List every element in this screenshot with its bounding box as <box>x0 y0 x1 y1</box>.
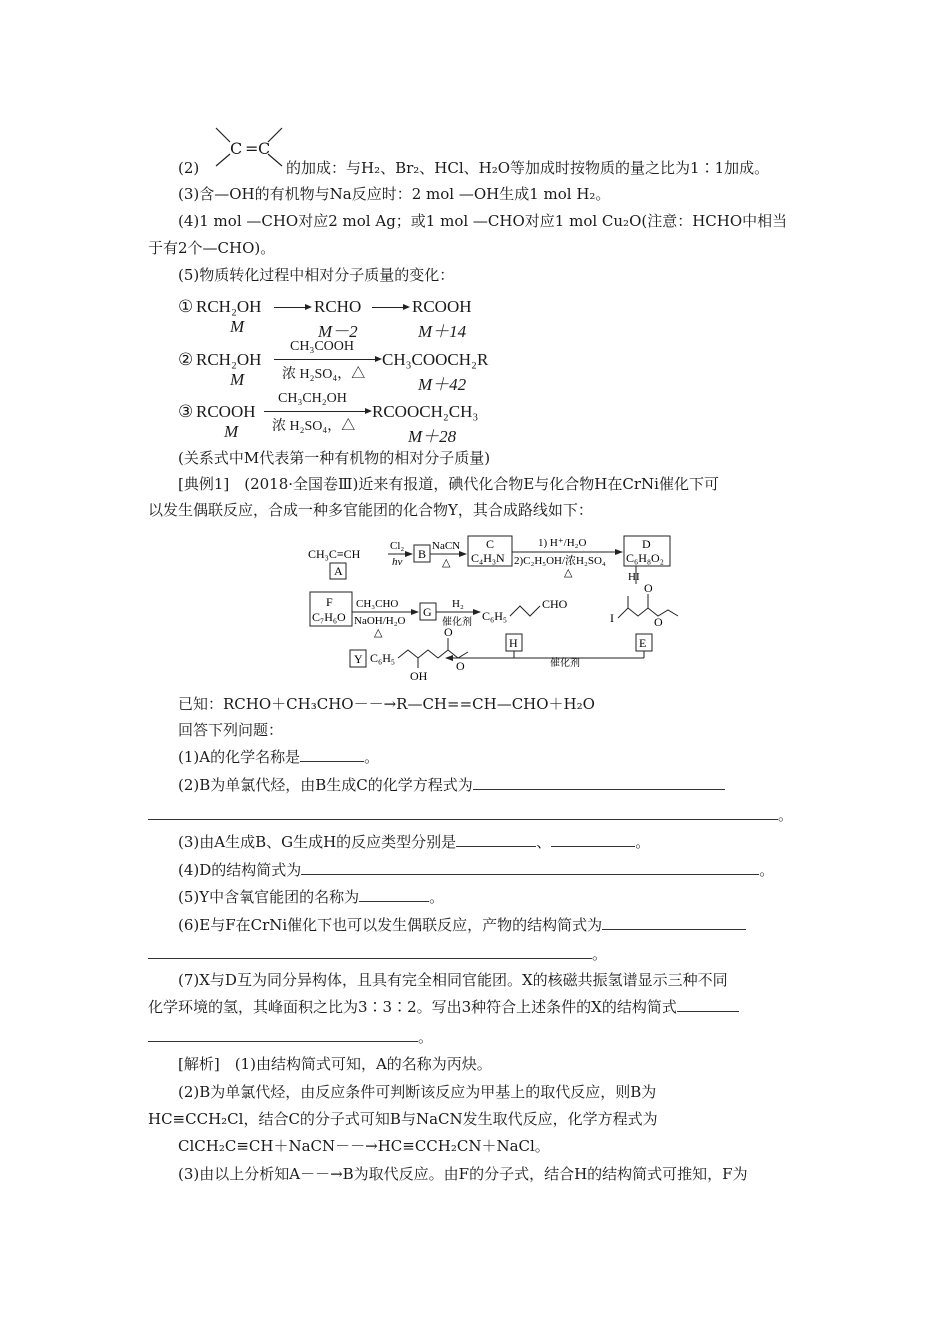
reagent-hv: hν <box>392 556 403 568</box>
reaction-1-reactant: RCH₂OH <box>196 297 262 316</box>
question-5-text: (5)Y中含氧官能团的名称为 <box>178 888 360 906</box>
compound-c-label: C <box>486 537 495 551</box>
alkene-bond-upper-left <box>216 128 230 142</box>
reaction-1-mass-a: M <box>230 317 245 336</box>
compound-e-label: E <box>639 636 647 650</box>
compound-c-formula: C₄H₃N <box>471 551 505 565</box>
item-2-text: 的加成：与H₂、Br₂、HCl、H₂O等加成时按物质的量之比为1∶1加成。 <box>286 159 770 177</box>
question-2 <box>178 775 725 795</box>
reaction-1-product: RCOOH <box>412 297 472 316</box>
answer-blank-3b[interactable] <box>551 832 635 847</box>
compound-e-carbonyl-o: O <box>644 581 653 595</box>
reaction-3-reactant: RCOOH <box>196 402 256 421</box>
item-4-line-2: 于有2个—CHO)。 <box>148 239 276 257</box>
answer-blank-5[interactable] <box>359 887 429 902</box>
reagent-cl2: Cl₂ <box>390 540 405 552</box>
reaction-3-condition: 浓 H₂SO₄，△ <box>272 419 356 434</box>
catalyst-1: 催化剂 <box>442 617 472 628</box>
reaction-2-product: CH₃COOCH₂R <box>382 350 489 369</box>
compound-h-label: H <box>509 636 518 650</box>
reaction-1-number: ① <box>178 297 194 316</box>
reagent-ch3cho: CH₃CHO <box>356 598 399 610</box>
question-7-continued <box>148 1027 433 1047</box>
reaction-2-reagent: CH₃COOH <box>290 339 354 354</box>
question-7-line-1: (7)X与D互为同分异构体，且具有完全相同官能团。X的核磁共振氢谱显示三种不同 <box>178 971 728 989</box>
question-4 <box>178 860 774 880</box>
question-3-text: (3)由A生成B、G生成H的反应类型分别是 <box>178 833 457 851</box>
question-2-end: 。 <box>778 806 794 824</box>
reaction-2-reactant: RCH₂OH <box>196 350 262 369</box>
compound-h-c6h5: C₆H₅ <box>482 609 508 623</box>
reaction-1-intermediate: RCHO <box>314 297 362 316</box>
compound-y-skeleton <box>398 650 468 658</box>
reaction-1-arrow-1 <box>274 307 310 308</box>
reaction-2-mass-b: M＋42 <box>418 375 467 394</box>
item-4-line-1: (4)1 mol —CHO对应2 mol Ag；或1 mol —CHO对应1 mol Cu₂O(注意：HCHO中相当 <box>178 212 788 230</box>
answer-blank-2a[interactable] <box>473 775 725 790</box>
item-5: (5)物质转化过程中相对分子质量的变化： <box>178 266 455 284</box>
compound-e-iodine: I <box>610 611 614 625</box>
answer-blank-2b[interactable] <box>148 805 778 820</box>
catalyst-2: 催化剂 <box>550 658 580 669</box>
analysis-2-equation: ClCH₂C≡CH＋NaCN－－→HC≡CCH₂CN＋NaCl。 <box>178 1137 550 1155</box>
compound-e-skeleton <box>618 608 678 618</box>
answer-blank-7a[interactable] <box>677 997 739 1012</box>
question-6-continued <box>148 944 607 964</box>
answer-blank-7b[interactable] <box>148 1027 418 1042</box>
compound-f-formula: C₇H₆O <box>312 610 346 624</box>
example-line-2: 以发生偶联反应，合成一种多官能团的化合物Y，其合成路线如下： <box>148 501 593 519</box>
item-2-number: (2) <box>178 159 200 177</box>
question-7-line-2 <box>148 997 739 1017</box>
compound-d-label: D <box>642 537 651 551</box>
reaction-3 <box>178 391 508 446</box>
compound-y-carbonyl-o: O <box>444 625 453 639</box>
reaction-1 <box>178 293 498 341</box>
reaction-3-mass-a: M <box>224 422 239 441</box>
condition-heat-3: △ <box>374 627 383 639</box>
question-3-separator: 、 <box>536 833 552 851</box>
compound-y-ester-o: O <box>456 659 465 673</box>
question-6-end: 。 <box>592 945 608 963</box>
compound-d-formula: C₆H₈O₂ <box>626 551 664 565</box>
known-reaction: 已知：RCHO＋CH₃CHO－－→R—CH==CH—CHO＋H₂O <box>178 695 595 713</box>
compound-y-c6h5: C₆H₅ <box>370 651 396 665</box>
question-2-continued <box>148 805 793 825</box>
answer-blank-6a[interactable] <box>602 915 746 930</box>
synthesis-scheme <box>306 530 706 690</box>
analysis-3: (3)由以上分析知A－－→B为取代反应。由F的分子式，结合H的结构简式可推知，F为 <box>178 1165 748 1183</box>
compound-a-formula: CH₃C≡CH <box>308 547 361 561</box>
compound-y-label: Y <box>354 652 363 666</box>
question-3-end: 。 <box>635 833 651 851</box>
analysis-1: [解析] (1)由结构简式可知，A的名称为丙炔。 <box>178 1055 492 1073</box>
question-5 <box>178 887 444 907</box>
condition-heat-1: △ <box>442 557 451 569</box>
question-6-text: (6)E与F在CrNi催化下也可以发生偶联反应，产物的结构简式为 <box>178 916 603 934</box>
example-line-1: [典例1] (2018·全国卷Ⅲ)近来有报道，碘代化合物E与化合物H在CrNi催化下可 <box>178 475 719 493</box>
compound-h-cho: CHO <box>542 597 568 611</box>
reaction-3-product: RCOOCH₂CH₃ <box>372 402 479 421</box>
question-7-end: 。 <box>418 1028 434 1046</box>
question-4-end: 。 <box>759 861 775 879</box>
compound-h-chain <box>510 606 540 616</box>
question-1 <box>178 747 379 767</box>
questions-intro: 回答下列问题： <box>178 721 284 739</box>
mass-note: (关系式中M代表第一种有机物的相对分子质量) <box>178 449 491 467</box>
alkene-c2: C <box>258 139 271 158</box>
reaction-2-condition: 浓 H₂SO₄，△ <box>282 367 366 382</box>
question-7-text: 化学环境的氢，其峰面积之比为3∶3∶2。写出3种符合上述条件的X的结构简式 <box>148 998 677 1016</box>
compound-g-label: G <box>423 605 432 619</box>
alkene-bond-lower-left <box>216 154 230 166</box>
alkene-double-bond: = <box>245 139 259 158</box>
alkene-c1: C <box>230 139 243 158</box>
analysis-2-line-1: (2)B为单氯代烃，由反应条件可判断该反应为甲基上的取代反应，则B为 <box>178 1083 657 1101</box>
condition-heat-2: △ <box>564 567 573 579</box>
reaction-3-mass-b: M＋28 <box>408 427 457 446</box>
reaction-2 <box>178 339 508 394</box>
reaction-1-mass-c: M＋14 <box>418 322 467 341</box>
compound-b-label: B <box>418 547 427 561</box>
compound-f-label: F <box>326 595 333 609</box>
reaction-2-arrow <box>274 359 380 360</box>
reaction-1-arrow-2 <box>372 307 408 308</box>
answer-blank-4[interactable] <box>301 860 759 875</box>
reaction-3-arrow <box>264 411 370 412</box>
reagent-h2: H₂ <box>452 598 464 610</box>
question-3 <box>178 832 650 852</box>
question-1-end: 。 <box>364 748 380 766</box>
reagent-hi: HI <box>628 571 640 583</box>
reagent-naoh: NaOH/H₂O <box>354 615 406 627</box>
reagent-nacn: NaCN <box>432 540 461 552</box>
step-2-reagent: 2)C₂H₅OH/浓H₂SO₄ <box>514 555 606 567</box>
reaction-2-mass-a: M <box>230 370 245 389</box>
question-5-end: 。 <box>429 888 445 906</box>
alkene-structure <box>208 124 288 184</box>
reaction-1-mass-b: M－2 <box>318 322 358 341</box>
question-2-text: (2)B为单氯代烃，由B生成C的化学方程式为 <box>178 776 473 794</box>
answer-blank-6b[interactable] <box>148 944 592 959</box>
reaction-2-number: ② <box>178 350 194 369</box>
analysis-2-line-2: HC≡CCH₂Cl，结合C的分子式可知B与NaCN发生取代反应，化学方程式为 <box>148 1110 658 1128</box>
answer-blank-1[interactable] <box>300 747 364 762</box>
item-3: (3)含—OH的有机物与Na反应时：2 mol —OH生成1 mol H₂。 <box>178 185 611 203</box>
compound-y-oh: OH <box>410 669 428 683</box>
reaction-3-reagent: CH₃CH₂OH <box>278 391 347 406</box>
reaction-3-number: ③ <box>178 402 194 421</box>
compound-e-ester-o: O <box>654 615 663 629</box>
answer-blank-3a[interactable] <box>456 832 536 847</box>
step-1-reagent: 1) H⁺/H₂O <box>538 537 587 549</box>
question-1-text: (1)A的化学名称是 <box>178 748 301 766</box>
question-4-text: (4)D的结构简式为 <box>178 861 302 879</box>
question-6 <box>178 915 746 935</box>
compound-a-label: A <box>334 564 343 578</box>
